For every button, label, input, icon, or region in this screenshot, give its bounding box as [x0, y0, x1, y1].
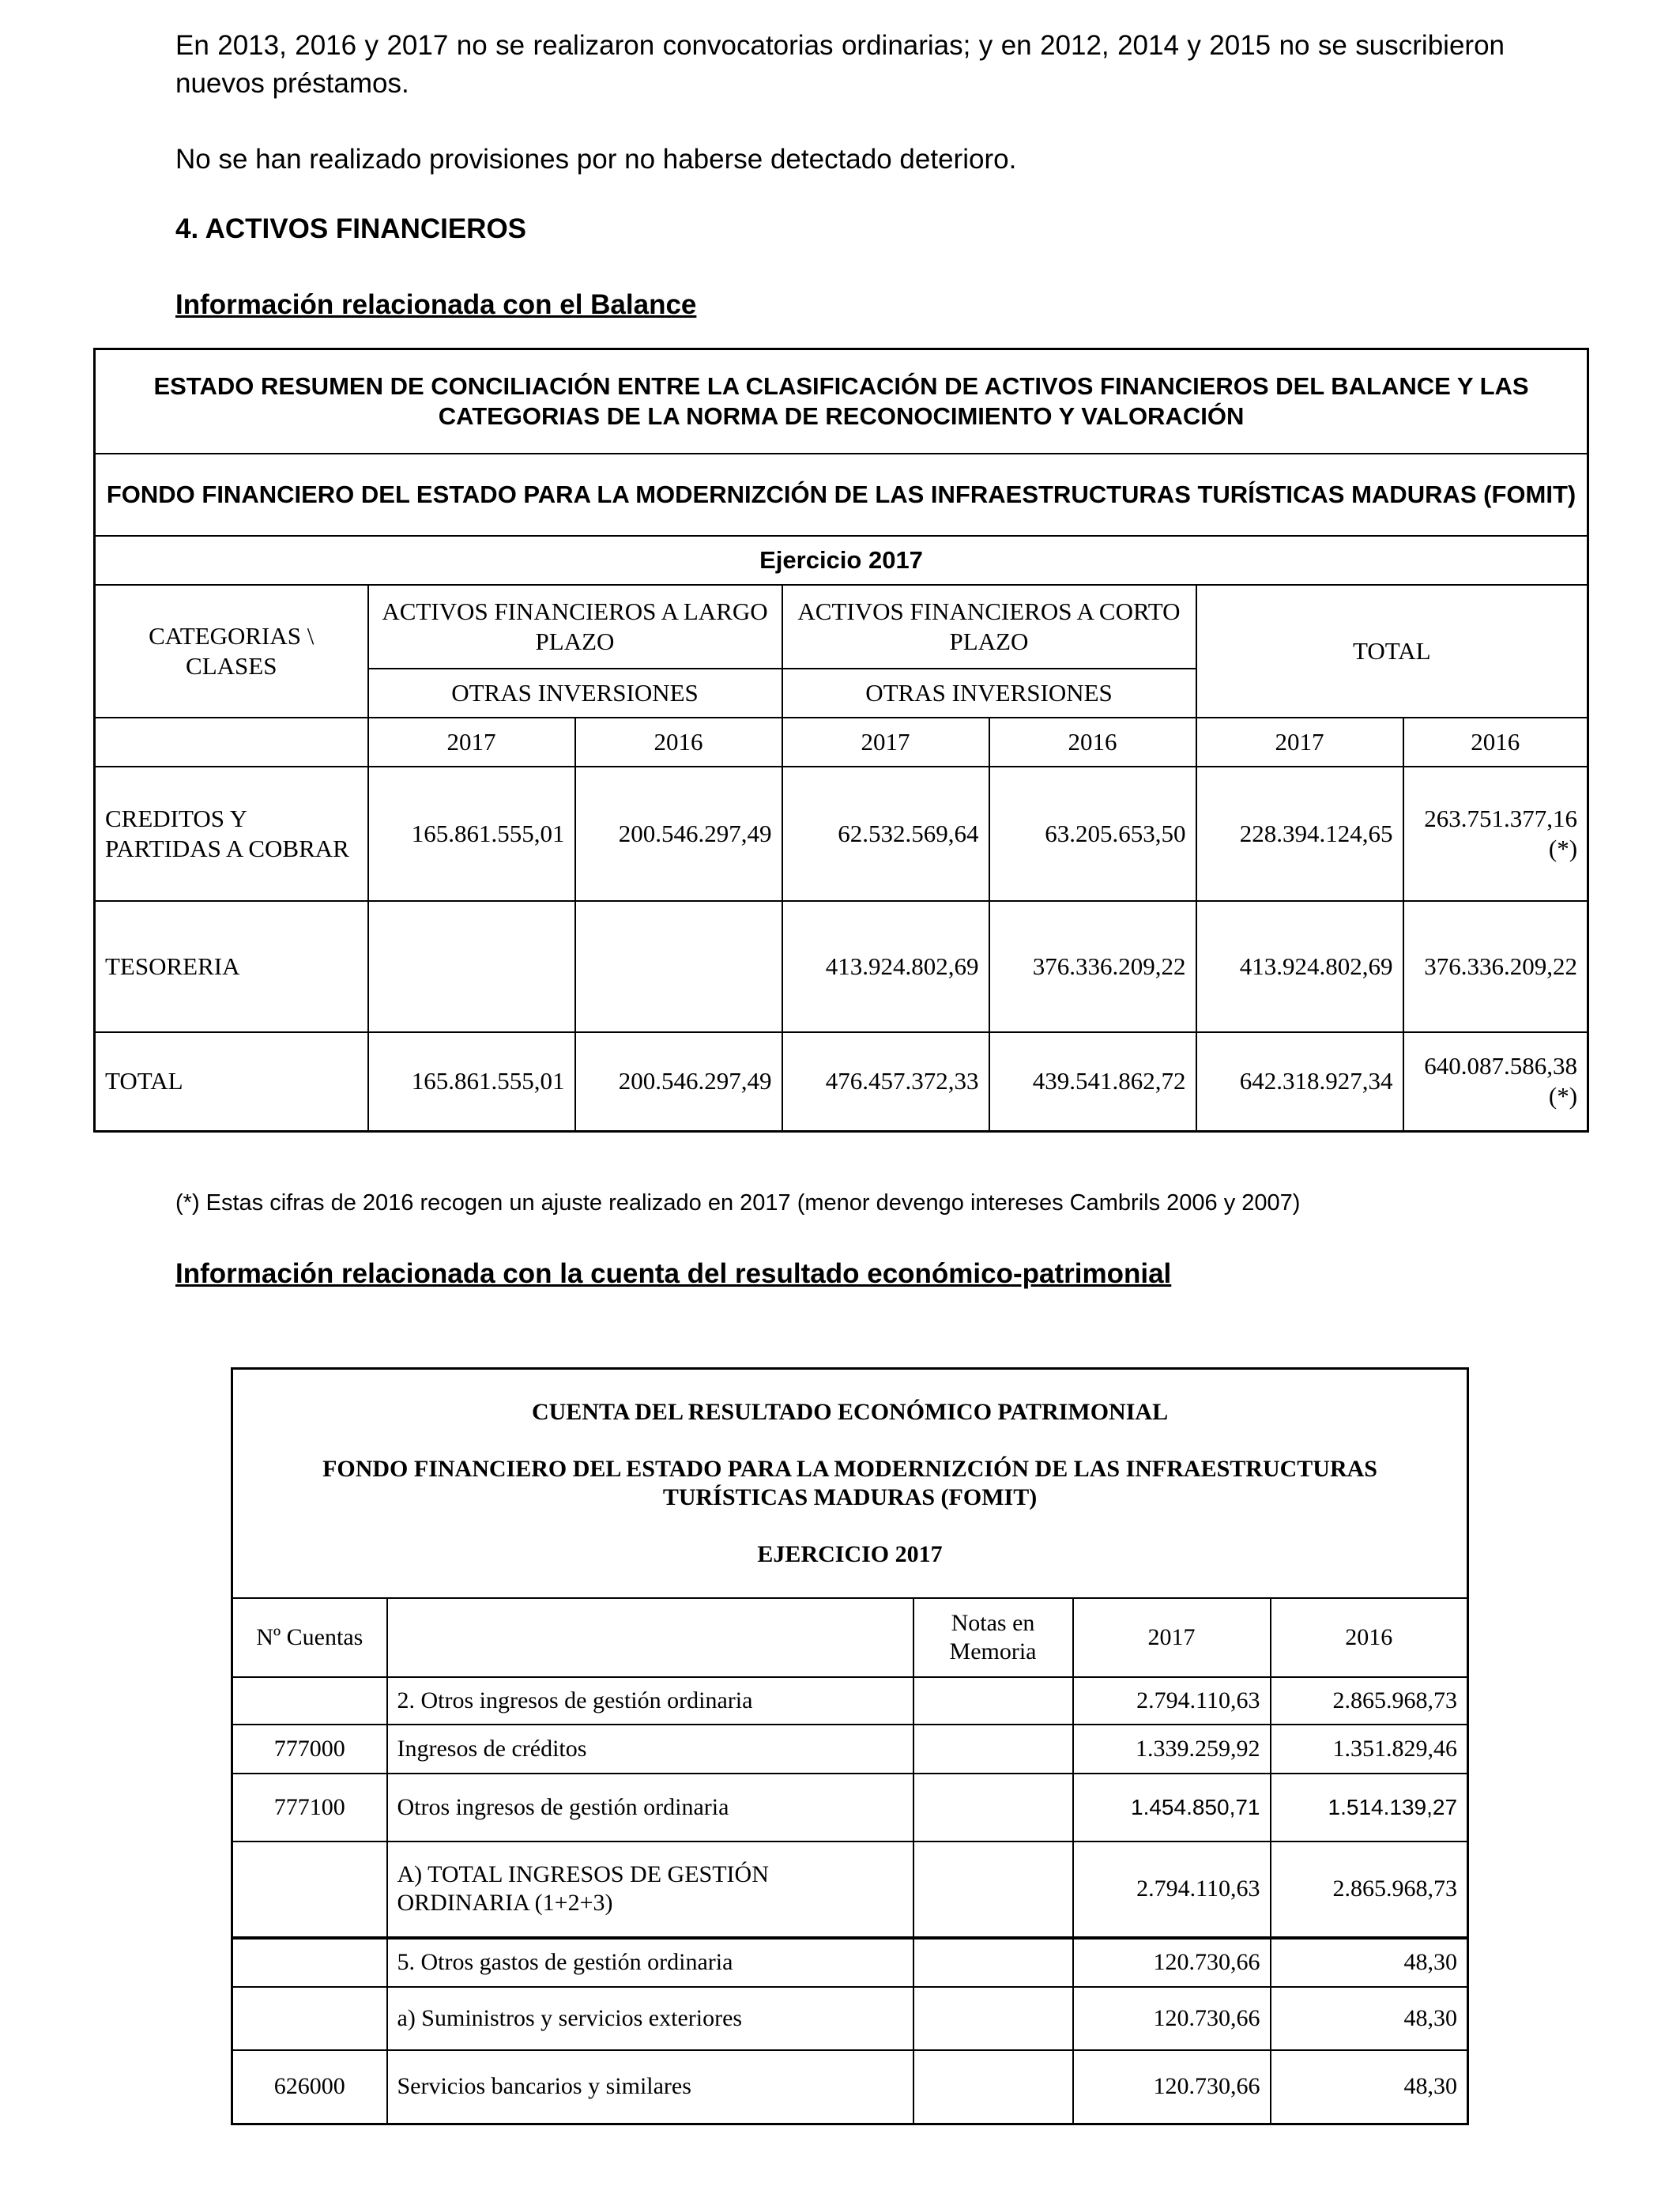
value-cell: 120.730,66 — [1073, 2050, 1271, 2124]
value-cell: 48,30 — [1271, 1938, 1468, 1987]
row-label: TESORERIA — [95, 901, 368, 1032]
concepto-header — [387, 1598, 913, 1677]
notas-cell — [913, 1677, 1073, 1725]
intro-paragraph-2: No se han realizado provisiones por no haberse detectado deterioro. — [175, 144, 1017, 175]
value-cell: 1.351.829,46 — [1271, 1725, 1468, 1774]
row-label: CREDITOS Y PARTIDAS A COBRAR — [95, 767, 368, 901]
table-row — [232, 1842, 1468, 1938]
value-cell: 63.205.653,50 — [989, 767, 1196, 901]
value-cell: 1.514.139,27 — [1271, 1774, 1468, 1842]
value-cell: 1.454.850,71 — [1073, 1774, 1271, 1842]
value-cell: 48,30 — [1271, 1987, 1468, 2050]
value-cell: 120.730,66 — [1073, 1987, 1271, 2050]
value-cell: 642.318.927,34 — [1196, 1032, 1403, 1132]
footnote: (*) Estas cifras de 2016 recogen un ajuste realizado en 2017 (menor devengo intereses Cambrils 2006 y 2007) — [175, 1190, 1301, 1216]
value-cell — [368, 901, 575, 1032]
table-row — [232, 1677, 1468, 1725]
categories-header: CATEGORIAS \ CLASES — [95, 585, 368, 718]
largo-otras-inversiones: OTRAS INVERSIONES — [368, 669, 782, 718]
corto-otras-inversiones: OTRAS INVERSIONES — [782, 669, 1196, 718]
value-cell: 476.457.372,33 — [782, 1032, 989, 1132]
year-header: 2017 — [1073, 1598, 1271, 1677]
value-cell: 2.794.110,63 — [1073, 1677, 1271, 1725]
result-account-table — [231, 1367, 1469, 2125]
cuenta-cell: 777100 — [232, 1774, 387, 1842]
concepto-cell: a) Suministros y servicios exteriores — [387, 1987, 913, 2050]
value-cell: 640.087.586,38 (*) — [1403, 1032, 1588, 1132]
concepto-cell: A) TOTAL INGRESOS DE GESTIÓN ORDINARIA (1+2+3) — [387, 1842, 913, 1938]
value-cell: 2.865.968,73 — [1271, 1842, 1468, 1938]
value-cell: 376.336.209,22 — [989, 901, 1196, 1032]
year-header: 2016 — [989, 718, 1196, 767]
table-row — [232, 1987, 1468, 2050]
notas-cell — [913, 1725, 1073, 1774]
value-cell: 120.730,66 — [1073, 1938, 1271, 1987]
concepto-cell: 2. Otros ingresos de gestión ordinaria — [387, 1677, 913, 1725]
cuenta-cell — [232, 1938, 387, 1987]
value-cell: 62.532.569,64 — [782, 767, 989, 901]
value-cell: 165.861.555,01 — [368, 767, 575, 901]
total-header: TOTAL — [1196, 585, 1588, 718]
value-cell: 376.336.209,22 — [1403, 901, 1588, 1032]
value-cell: 165.861.555,01 — [368, 1032, 575, 1132]
cuenta-cell: 626000 — [232, 2050, 387, 2124]
section-heading: 4. ACTIVOS FINANCIEROS — [175, 213, 527, 244]
value-cell: 2.794.110,63 — [1073, 1842, 1271, 1938]
largo-plazo-header: ACTIVOS FINANCIEROS A LARGO PLAZO — [368, 585, 782, 669]
value-cell: 263.751.377,16 (*) — [1403, 767, 1588, 901]
year-header: 2016 — [575, 718, 782, 767]
table-year: EJERCICIO 2017 — [757, 1540, 943, 1567]
table-title: ESTADO RESUMEN DE CONCILIACIÓN ENTRE LA CLASIFICACIÓN DE ACTIVOS FINANCIEROS DEL BALANCE Y LAS CATEGORIAS DE LA NORMA DE RECONOCIMIENTO Y VALORACIÓN — [95, 349, 1588, 454]
notas-cell — [913, 1987, 1073, 2050]
concepto-cell: 5. Otros gastos de gestión ordinaria — [387, 1938, 913, 1987]
value-cell: 439.541.862,72 — [989, 1032, 1196, 1132]
concepto-cell: Ingresos de créditos — [387, 1725, 913, 1774]
notas-cell — [913, 1938, 1073, 1987]
table-row — [95, 901, 1588, 1032]
value-cell: 200.546.297,49 — [575, 1032, 782, 1132]
table-row — [232, 1774, 1468, 1842]
intro-paragraph-1: En 2013, 2016 y 2017 no se realizaron convocatorias ordinarias; y en 2012, 2014 y 2015 no se suscribieron nuevos préstamos. — [175, 30, 1505, 99]
value-cell: 1.339.259,92 — [1073, 1725, 1271, 1774]
value-cell: 413.924.802,69 — [1196, 901, 1403, 1032]
year-header: 2017 — [782, 718, 989, 767]
notas-header: Notas en Memoria — [913, 1598, 1073, 1677]
blank-cell — [95, 718, 368, 767]
year-header: 2016 — [1271, 1598, 1468, 1677]
concepto-cell: Otros ingresos de gestión ordinaria — [387, 1774, 913, 1842]
result-heading: Información relacionada con la cuenta del resultado económico-patrimonial — [175, 1258, 1172, 1289]
balance-heading: Información relacionada con el Balance — [175, 289, 697, 320]
balance-reconciliation-table — [93, 348, 1589, 1133]
value-cell: 413.924.802,69 — [782, 901, 989, 1032]
table-year: Ejercicio 2017 — [95, 536, 1588, 585]
year-header: 2017 — [1196, 718, 1403, 767]
table-row — [95, 1032, 1588, 1132]
value-cell: 200.546.297,49 — [575, 767, 782, 901]
table-row — [232, 1938, 1468, 1987]
table-row — [95, 767, 1588, 901]
table-row — [232, 1725, 1468, 1774]
cuentas-header: Nº Cuentas — [232, 1598, 387, 1677]
corto-plazo-header: ACTIVOS FINANCIEROS A CORTO PLAZO — [782, 585, 1196, 669]
notas-cell — [913, 1774, 1073, 1842]
cuenta-cell — [232, 1842, 387, 1938]
year-header: 2017 — [368, 718, 575, 767]
value-cell: 2.865.968,73 — [1271, 1677, 1468, 1725]
value-cell: 48,30 — [1271, 2050, 1468, 2124]
value-cell — [575, 901, 782, 1032]
cuenta-cell: 777000 — [232, 1725, 387, 1774]
table-title: CUENTA DEL RESULTADO ECONÓMICO PATRIMONIAL — [531, 1398, 1169, 1425]
cuenta-cell — [232, 1677, 387, 1725]
notas-cell — [913, 1842, 1073, 1938]
table-row — [232, 2050, 1468, 2124]
table-header-block — [232, 1369, 1468, 1598]
table-entity: FONDO FINANCIERO DEL ESTADO PARA LA MODERNIZCIÓN DE LAS INFRAESTRUCTURAS TURÍSTICAS MADURAS (FOMIT) — [322, 1455, 1377, 1510]
concepto-cell: Servicios bancarios y similares — [387, 2050, 913, 2124]
cuenta-cell — [232, 1987, 387, 2050]
row-label: TOTAL — [95, 1032, 368, 1132]
year-header: 2016 — [1403, 718, 1588, 767]
notas-cell — [913, 2050, 1073, 2124]
value-cell: 228.394.124,65 — [1196, 767, 1403, 901]
table-entity: FONDO FINANCIERO DEL ESTADO PARA LA MODERNIZCIÓN DE LAS INFRAESTRUCTURAS TURÍSTICAS MADURAS (FOMIT) — [95, 454, 1588, 536]
